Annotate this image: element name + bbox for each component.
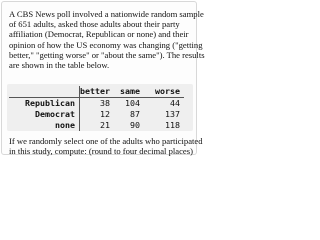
column-header-same: same	[120, 86, 140, 96]
table-row	[9, 98, 184, 110]
table-cell: 21	[100, 120, 110, 130]
table-cell: 137	[165, 109, 180, 119]
intro-line: affiliation (Democrat, Republican or none) and their	[9, 29, 189, 40]
question-line: If we randomly select one of the adults who participated	[9, 136, 203, 146]
intro-line: are shown in the table below.	[9, 60, 110, 71]
intro-line: better," "getting worse" or "about the same"). The results	[9, 49, 205, 60]
table-corner-cell	[9, 86, 80, 98]
problem-card	[1, 1, 205, 157]
data-table-block	[7, 84, 193, 131]
table-cell: 90	[130, 120, 140, 130]
row-header-none: none	[9, 120, 80, 131]
table-cell: 87	[130, 109, 140, 119]
contingency-table	[9, 86, 184, 131]
problem-intro-text	[9, 9, 205, 71]
intro-line: of 651 adults, asked those adults about their party	[9, 19, 180, 30]
table-row	[9, 120, 184, 131]
column-header-worse: worse	[155, 86, 180, 96]
table-header-row	[9, 86, 184, 98]
table-cell: 12	[100, 109, 110, 119]
column-header-better: better	[80, 86, 110, 96]
question-text	[9, 136, 203, 157]
intro-line: A CBS News poll involved a nationwide random sample	[9, 9, 204, 19]
table-cell: 104	[114, 98, 144, 110]
table-cell: 44	[144, 98, 184, 110]
question-line: in this study, compute: (round to four decimal places)	[9, 146, 193, 157]
table-cell: 38	[80, 98, 115, 110]
intro-line: opinion of how the US economy was changing ("getting	[9, 39, 203, 50]
row-header-democrat: Democrat	[9, 109, 80, 120]
table-cell: 118	[165, 120, 180, 130]
table-row	[9, 109, 184, 120]
row-header-republican: Republican	[9, 98, 80, 110]
